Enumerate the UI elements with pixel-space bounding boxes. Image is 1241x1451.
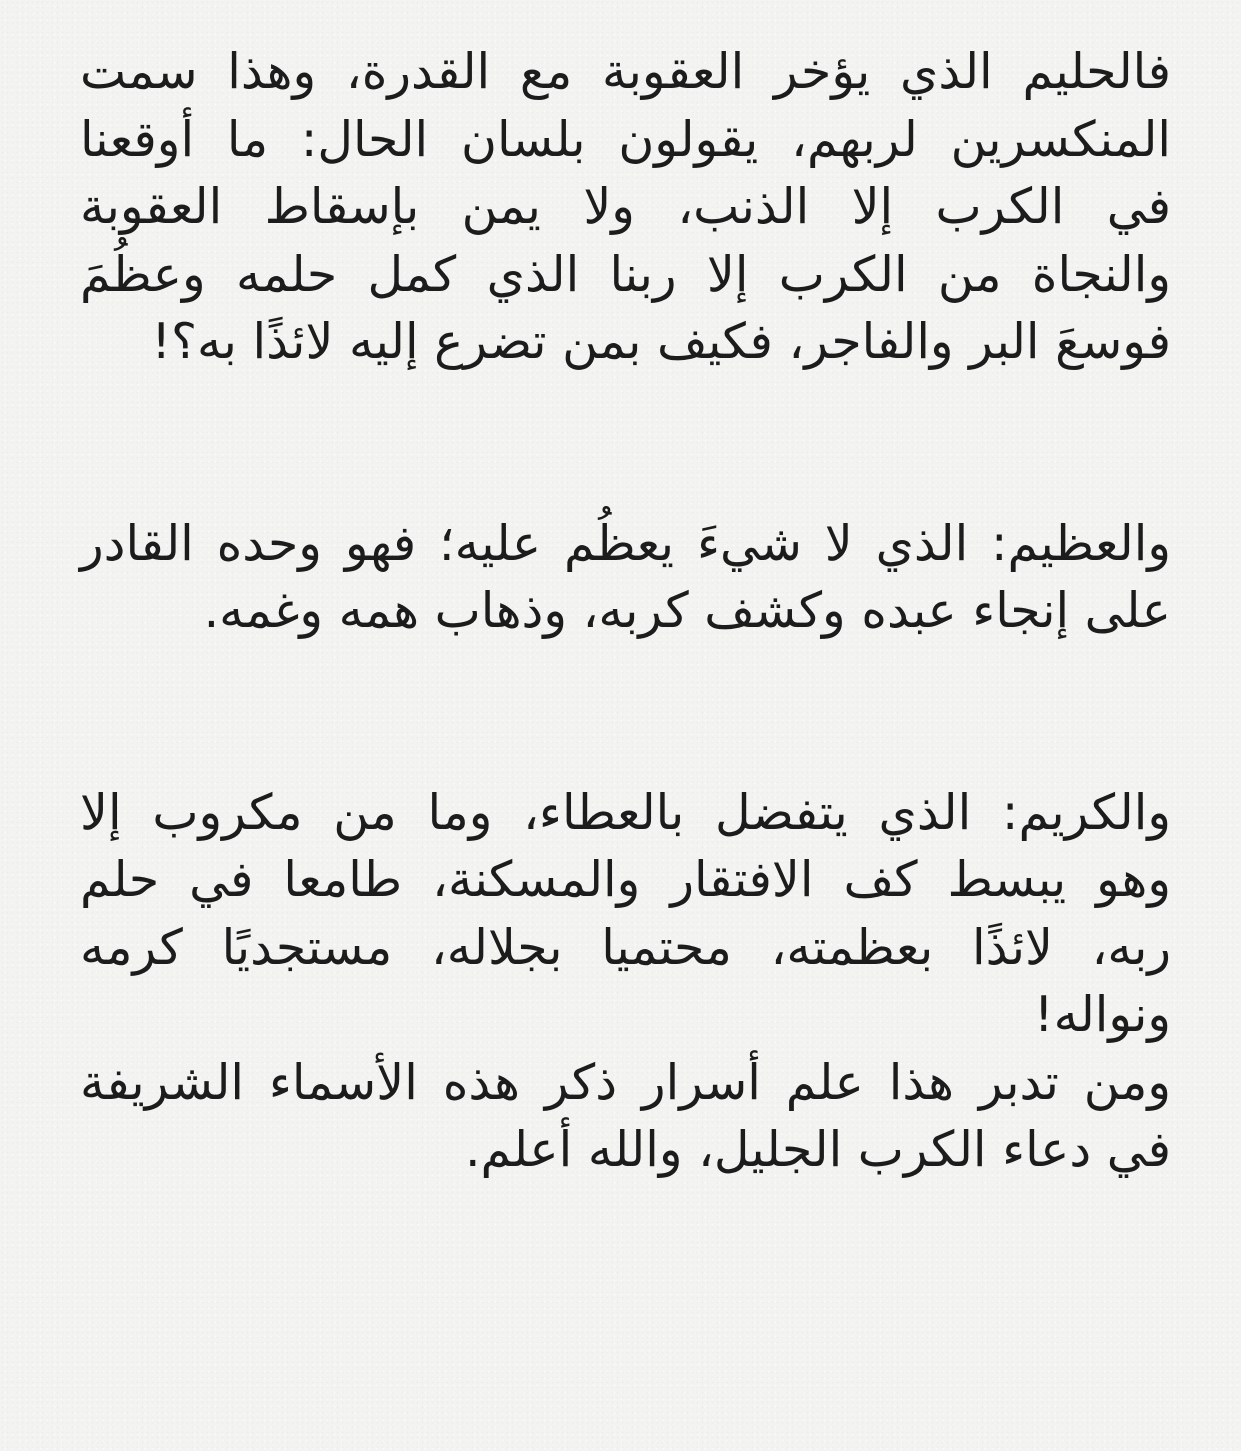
text-line: في دعاء الكرب الجليل، والله أعلم.	[464, 1121, 1171, 1178]
text-line: والنجاة من الكرب إلا ربنا الذي كمل حلمه وعظُمَ	[80, 245, 1171, 303]
text-line: فوسعَ البر والفاجر، فكيف بمن تضرع إليه لائذًا به؟!	[151, 313, 1171, 370]
text-line: ربه، لائذًا بعظمته، محتميا بجلاله، مستجديًا كرمه	[80, 918, 1171, 976]
text-line: ومن تدبر هذا علم أسرار ذكر هذه الأسماء الشريفة	[80, 1053, 1171, 1111]
text-line: فالحليم الذي يؤخر العقوبة مع القدرة، وهذا سمت	[80, 43, 1171, 100]
paragraph-halim	[80, 38, 1171, 376]
text-line: المنكسرين لربهم، يقولون بلسان الحال: ما أوقعنا	[80, 110, 1171, 168]
text-line: في الكرب إلا الذنب، ولا يمن بإسقاط العقوبة	[80, 178, 1171, 235]
text-line: والعظيم: الذي لا شيءَ يعظُم عليه؛ فهو وحده القادر	[80, 514, 1171, 572]
paragraph-conclusion	[80, 1049, 1171, 1184]
paragraph-karim	[80, 779, 1171, 1049]
paragraph-azim	[80, 510, 1171, 645]
paragraph-spacer	[80, 645, 1171, 779]
paragraph-spacer	[80, 376, 1171, 510]
text-line: ونواله!	[1033, 986, 1171, 1043]
text-line: وهو يبسط كف الافتقار والمسكنة، طامعا في حلم	[80, 851, 1171, 908]
text-line: والكريم: الذي يتفضل بالعطاء، وما من مكروب إلا	[80, 783, 1171, 841]
text-line: على إنجاء عبده وكشف كربه، وذهاب همه وغمه.	[203, 582, 1171, 639]
